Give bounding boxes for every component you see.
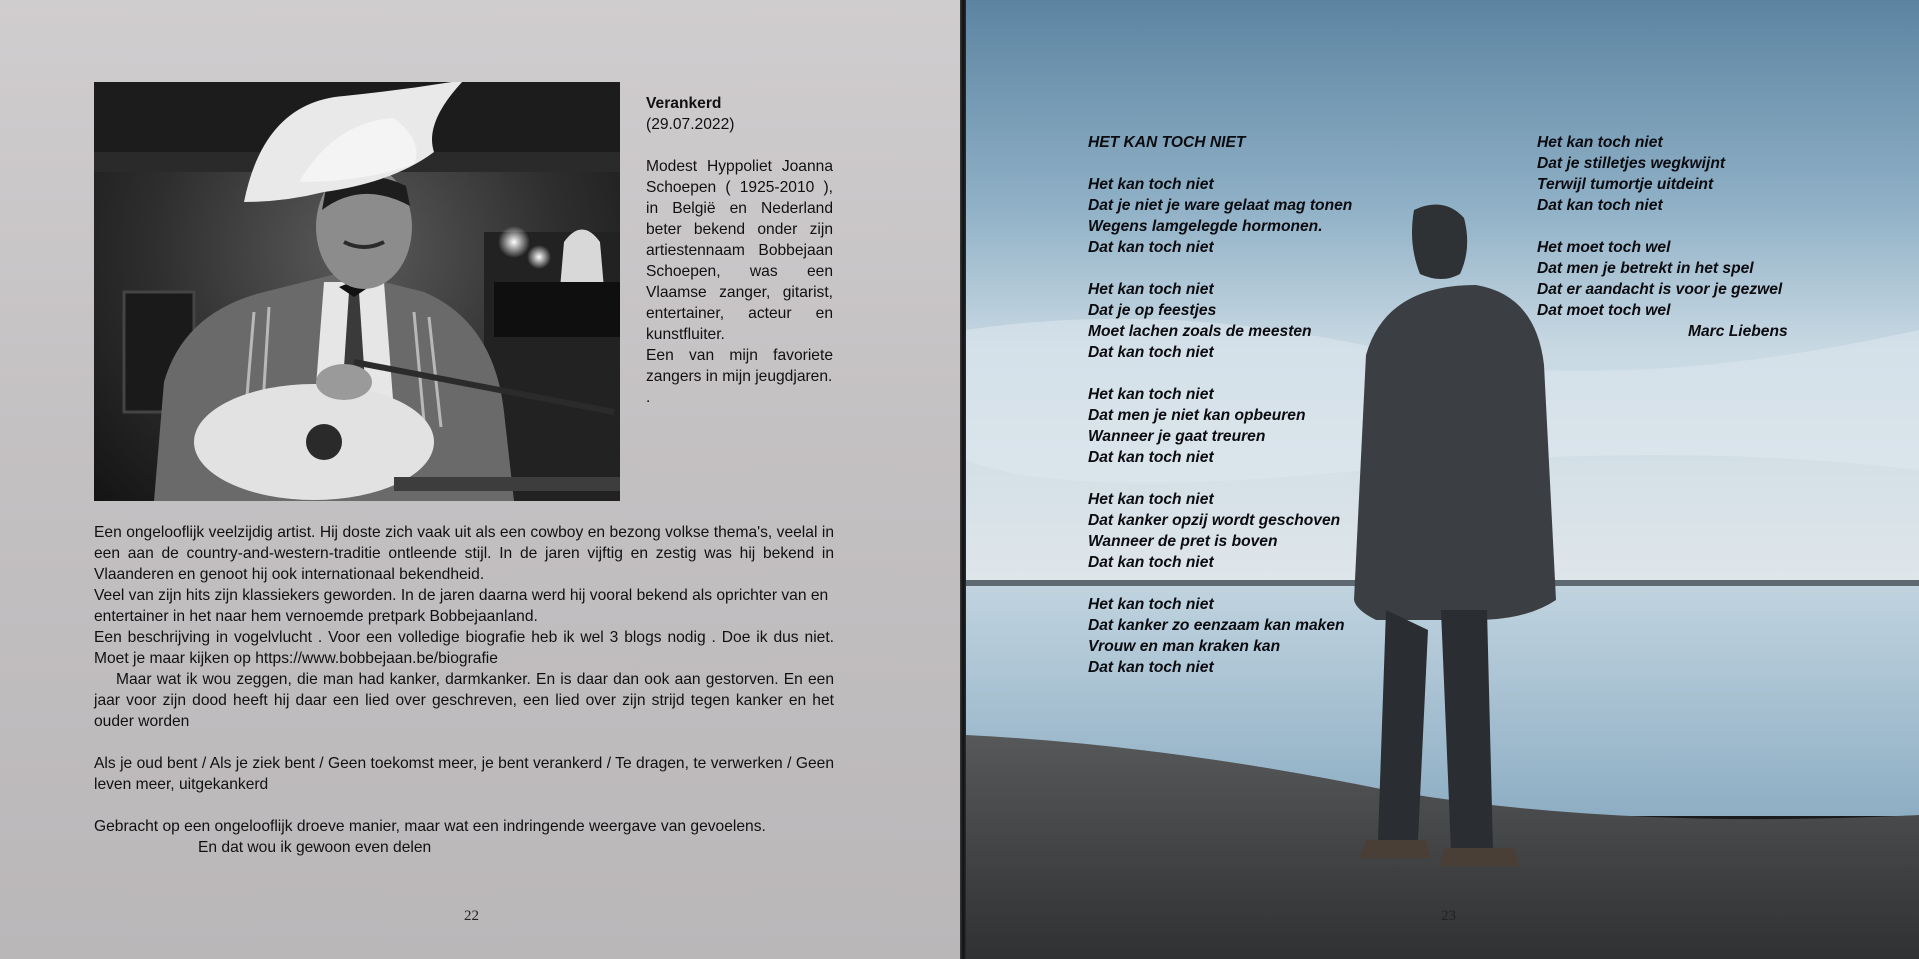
poem-line: Dat kan toch niet: [1088, 659, 1214, 676]
poem-stanza: [1537, 132, 1877, 216]
poem-line: Dat je niet je ware gelaat mag tonen: [1088, 197, 1353, 214]
article-body: [94, 522, 834, 858]
song-lyrics-quote: Als je oud bent / Als je ziek bent / Geen toekomst meer, je bent verankerd / Te dragen, te verwerken / Geen leven meer, uitgekankerd: [94, 755, 834, 793]
sidebar-body: [646, 156, 833, 408]
poem-line: Het kan toch niet: [1088, 386, 1214, 403]
poem-line: Dat kan toch niet: [1088, 449, 1214, 466]
poem-line: Het moet toch wel: [1537, 239, 1671, 256]
poem-line: Dat moet toch wel: [1537, 302, 1671, 319]
article-paragraph: Maar wat ik wou zeggen, die man had kanker, darmkanker. En is daar dan ook aan gestorven. En een jaar voor zijn dood heeft hij daar een lied over geschreven, een lied over zijn strijd tegen kanker en het ouder worden: [94, 671, 834, 730]
poem-stanza: [1537, 237, 1877, 321]
poem-line: Dat kan toch niet: [1088, 239, 1214, 256]
poem-line: Het kan toch niet: [1088, 491, 1214, 508]
poem-stanza: [1088, 489, 1468, 573]
article-date: (29.07.2022): [646, 116, 735, 133]
poem-line: Dat je stilletjes wegkwijnt: [1537, 155, 1726, 172]
poem-title: HET KAN TOCH NIET: [1088, 134, 1246, 151]
right-page: [966, 0, 1919, 959]
poem-line: Dat kan toch niet: [1088, 344, 1214, 361]
poem-line: Dat kan toch niet: [1537, 197, 1663, 214]
poem-line: Dat er aandacht is voor je gezwel: [1537, 281, 1783, 298]
article-paragraph: Veel van zijn hits zijn klassiekers geworden. In de jaren daarna werd hij vooral bekend als oprichter van en entertainer in het naar hem vernoemde pretpark Bobbejaanland.: [94, 587, 829, 625]
poem-line: Dat je op feestjes: [1088, 302, 1217, 319]
article-paragraph: Gebracht op een ongelooflijk droeve manier, maar wat een indringende weergave van gevoelens.: [94, 818, 766, 835]
poem-line: Het kan toch niet: [1088, 281, 1214, 298]
poem-line: Dat men je niet kan opbeuren: [1088, 407, 1306, 424]
poem-line: Wanneer je gaat treuren: [1088, 428, 1266, 445]
poem-line: Het kan toch niet: [1537, 134, 1663, 151]
cowboy-singer-photo: [94, 82, 620, 501]
poem-column-left: [1088, 132, 1468, 678]
poem-line: Moet lachen zoals de meesten: [1088, 323, 1312, 340]
poem-column-right: [1537, 132, 1877, 342]
sidebar-text: [646, 93, 833, 408]
article-closing-line: En dat wou ik gewoon even delen: [198, 839, 432, 856]
poem-line: Dat kanker opzij wordt geschoven: [1088, 512, 1341, 529]
article-paragraph: Een beschrijving in vogelvlucht . Voor een volledige biografie heb ik wel 3 blogs nodig . Doe ik dus niet. Moet je maar kijken op https://www.bobbejaan.be/biografie: [94, 629, 834, 667]
poem-line: Het kan toch niet: [1088, 596, 1214, 613]
sidebar-dot: .: [646, 389, 651, 406]
cowboy-singer-illustration: [94, 82, 620, 501]
poem-line: Dat men je betrekt in het spel: [1537, 260, 1754, 277]
poem-stanza: [1088, 174, 1468, 258]
poem-stanza: [1088, 594, 1468, 678]
article-paragraph: Een ongelooflijk veelzijdig artist. Hij doste zich vaak uit als een cowboy en bezong volkse thema's, veelal in een aan de country-and-western-traditie ontleende stijl. In de jaren vijftig en zestig was hij bekend in Vlaanderen en genoot hij ook internationaal bekendheid.: [94, 524, 834, 583]
poem-stanza: [1088, 279, 1468, 363]
poem-line: Wanneer de pret is boven: [1088, 533, 1278, 550]
page-number-right: 23: [1441, 908, 1456, 924]
article-title: Verankerd: [646, 95, 722, 112]
sidebar-paragraph: Modest Hyppoliet Joanna Schoepen ( 1925-2010 ), in België en Nederland beter bekend onder zijn artiestennaam Bobbejaan Schoepen, was een Vlaamse zanger, gitarist, entertainer, acteur en kunstfluiter.: [646, 158, 833, 343]
poem-line: Het kan toch niet: [1088, 176, 1214, 193]
poem-line: Wegens lamgelegde hormonen.: [1088, 218, 1323, 235]
poem-line: Vrouw en man kraken kan: [1088, 638, 1281, 655]
poem-author: Marc Liebens: [1688, 323, 1788, 340]
poem-line: Dat kan toch niet: [1088, 554, 1214, 571]
sidebar-paragraph: Een van mijn favoriete zangers in mijn jeugdjaren.: [646, 347, 833, 385]
poem-line: Dat kanker zo eenzaam kan maken: [1088, 617, 1345, 634]
page-number-left: 22: [464, 908, 479, 924]
poem-line: Terwijl tumortje uitdeint: [1537, 176, 1714, 193]
poem-stanza: [1088, 384, 1468, 468]
